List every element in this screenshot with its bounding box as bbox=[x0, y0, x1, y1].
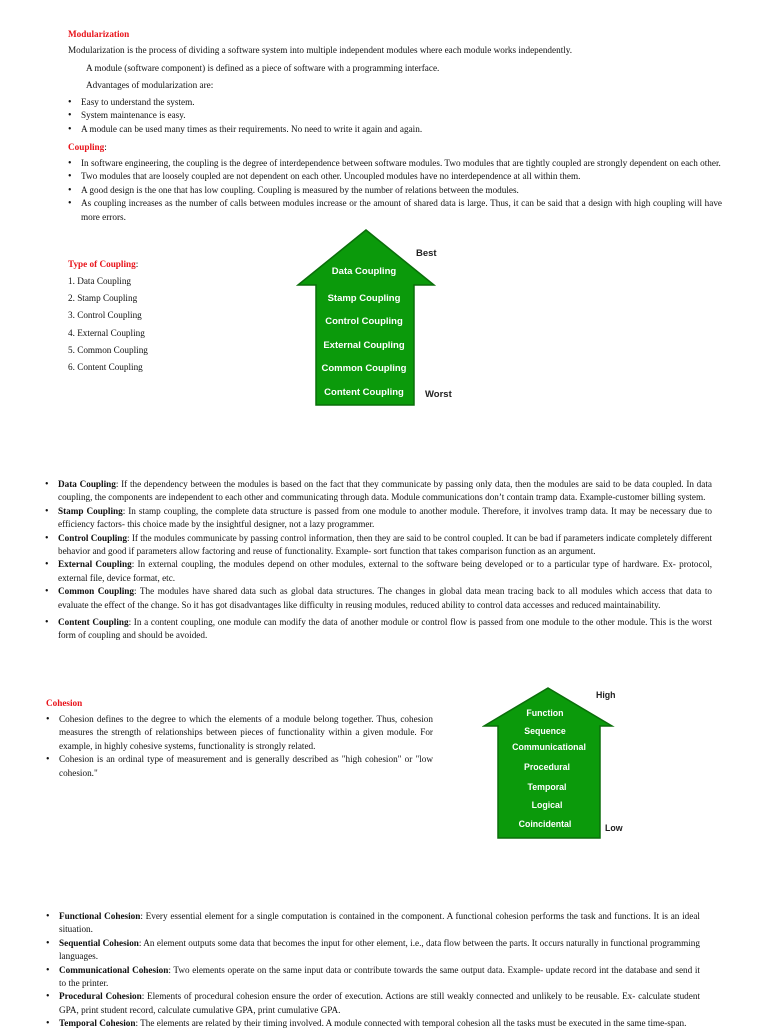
detail-text: : If the modules communicate by passing control information, then they are said to be control coupled. It can be bad if parameters indicate completely different behavior and good if parameters allow factoring and reuse of functionality. Example- sort function that takes comparison function as an argument. bbox=[58, 532, 712, 557]
detail-text: : The elements are related by their timing involved. A module connected with temporal cohesion all the tasks must be executed in the same time-span. bbox=[135, 1018, 687, 1029]
list-item: 5. Common Coupling bbox=[68, 344, 148, 355]
coupling-heading-text: Coupling bbox=[68, 142, 105, 152]
detail-text: : If the dependency between the modules is based on the fact that they communicate by passing only data, then the modules are said to be data coupled. In data coupling, the components are independent to each other and communicating through data. Module communications don’t contain tramp data. Example-customer billing system. bbox=[58, 479, 712, 503]
coupling-heading-colon: : bbox=[104, 142, 107, 152]
detail-term: External Coupling bbox=[58, 559, 132, 570]
detail-term: Control Coupling bbox=[58, 532, 128, 543]
list-item bbox=[44, 616, 712, 643]
list-item bbox=[44, 558, 712, 585]
coupling-arrow-diagram bbox=[296, 228, 462, 408]
type-of-coupling-heading bbox=[68, 258, 138, 271]
list-item: • As coupling increases as the number of calls between modules increase or the amount of shared data is large. Thus, it can be said that a design with high coupling will have more errors. bbox=[67, 197, 722, 224]
list-item: 3. Control Coupling bbox=[68, 310, 142, 321]
list-item bbox=[45, 910, 700, 937]
detail-text: : In stamp coupling, the complete data structure is passed from one module to another module. Therefore, it involves tramp data. It may be necessary due to efficiency factors- this choice made by the insightful designer, not a lazy programmer. bbox=[58, 505, 712, 530]
cohesion-bullets bbox=[45, 713, 433, 780]
detail-term: Communicational Cohesion bbox=[59, 964, 169, 975]
detail-term: Procedural Cohesion bbox=[59, 991, 142, 1002]
list-item: • Two modules that are loosely coupled are not dependent on each other. Uncoupled modules have no interdependence at all within them. bbox=[67, 170, 722, 183]
coupling-level-content: Content Coupling bbox=[324, 387, 404, 398]
list-item: • A good design is the one that has low coupling. Coupling is measured by the number of relations between the modules. bbox=[67, 184, 722, 197]
cohesion-level-coincidental: Coincidental bbox=[518, 819, 572, 829]
advantages-intro: Advantages of modularization are: bbox=[86, 80, 214, 90]
cohesion-level-temporal: Temporal bbox=[527, 782, 567, 792]
coupling-level-stamp: Stamp Coupling bbox=[327, 293, 401, 304]
coupling-bullets bbox=[67, 157, 722, 224]
detail-text: : In a content coupling, one module can modify the data of another module or control flow is passed from one module to the other module. This is the worst form of coupling and should be avoided. bbox=[58, 617, 712, 641]
cohesion-heading: Cohesion bbox=[46, 698, 83, 708]
modularization-definition: Modularization is the process of dividing a software system into multiple independent modules where each module works independently. bbox=[68, 45, 573, 55]
type-of-coupling-heading-text: Type of Coupling bbox=[68, 259, 136, 269]
list-item bbox=[45, 964, 700, 991]
cohesion-level-function: Function bbox=[526, 708, 564, 718]
list-item bbox=[44, 505, 712, 532]
list-item: • Easy to understand the system. bbox=[67, 96, 722, 109]
list-item: 2. Stamp Coupling bbox=[68, 293, 138, 304]
coupling-level-external: External Coupling bbox=[323, 340, 405, 351]
list-item bbox=[44, 585, 712, 612]
coupling-details-list bbox=[44, 478, 712, 643]
detail-term: Sequential Cohesion bbox=[59, 937, 139, 948]
detail-term: Stamp Coupling bbox=[58, 505, 123, 516]
module-definition: A module (software component) is defined as a piece of software with a programming interface. bbox=[86, 63, 440, 73]
coupling-worst-label: Worst bbox=[425, 389, 452, 400]
detail-term: Data Coupling bbox=[58, 479, 116, 489]
list-item: • Cohesion is an ordinal type of measurement and is generally described as "high cohesion" or "low cohesion." bbox=[45, 753, 433, 780]
detail-term: Functional Cohesion bbox=[59, 911, 141, 921]
advantages-list bbox=[67, 96, 722, 136]
list-item: 1. Data Coupling bbox=[68, 276, 132, 286]
cohesion-level-communicational: Communicational bbox=[512, 742, 586, 752]
type-of-coupling-colon: : bbox=[135, 259, 139, 269]
list-item bbox=[45, 937, 700, 964]
detail-term: Temporal Cohesion bbox=[59, 1018, 136, 1029]
cohesion-arrow-diagram bbox=[482, 686, 632, 842]
list-item: • Cohesion defines to the degree to which the elements of a module belong together. Thus, cohesion measures the strength of relationships between pieces of functionality within a given module. For example, in highly cohesive systems, functionality is strongly related. bbox=[45, 713, 433, 753]
cohesion-level-procedural: Procedural bbox=[524, 762, 570, 772]
coupling-best-label: Best bbox=[416, 248, 437, 259]
list-item: • A module can be used many times as their requirements. No need to write it again and again. bbox=[67, 123, 722, 136]
cohesion-low-label: Low bbox=[605, 823, 623, 833]
detail-text: : An element outputs some data that becomes the input for other element, i.e., data flow between the parts. It occurs naturally in functional programming languages. bbox=[59, 937, 700, 962]
list-item: • In software engineering, the coupling is the degree of interdependence between software modules. Two modules that are tightly coupled are strongly dependent on each other. bbox=[67, 157, 722, 170]
list-item bbox=[44, 478, 712, 505]
modularization-heading: Modularization bbox=[68, 29, 130, 39]
coupling-heading bbox=[68, 141, 107, 154]
cohesion-level-logical: Logical bbox=[531, 800, 563, 810]
coupling-level-common: Common Coupling bbox=[321, 363, 407, 374]
list-item: 4. External Coupling bbox=[68, 327, 145, 338]
detail-text: : In external coupling, the modules depend on other modules, external to the software being developed or to a particular type of hardware. Ex- protocol, external file, device format, etc. bbox=[58, 559, 713, 583]
coupling-level-control: Control Coupling bbox=[325, 316, 403, 327]
detail-text: : Every essential element for a single computation is contained in the component. A functional cohesion performs the task and functions. It is an ideal situation. bbox=[59, 911, 700, 935]
detail-text: : Elements of procedural cohesion ensure the order of execution. Actions are still weakly connected and unlikely to be reusable. Ex- calculate student GPA, print student record, calculate cumulative GPA, print cumulative GPA. bbox=[59, 991, 700, 1015]
coupling-level-data: Data Coupling bbox=[331, 266, 397, 277]
detail-text: : The modules have shared data such as global data structures. The changes in global data mean tracing back to all modules which access that data to evaluate the effect of the change. So it has got disadvantages like difficulty in reusing modules, reduced ability to control data accesses and reduced maintainability. bbox=[58, 586, 712, 610]
list-item: 6. Content Coupling bbox=[68, 361, 143, 372]
cohesion-level-sequence: Sequence bbox=[524, 726, 566, 736]
detail-text: : Two elements operate on the same input data or contribute towards the same output data. Example- update record int the database and send it to the printer. bbox=[59, 964, 700, 989]
cohesion-details-list bbox=[45, 910, 700, 1031]
coupling-types-list bbox=[68, 273, 148, 376]
list-item bbox=[45, 990, 700, 1017]
cohesion-high-label: High bbox=[596, 690, 616, 700]
list-item: • System maintenance is easy. bbox=[67, 109, 722, 122]
detail-term: Content Coupling bbox=[58, 617, 129, 628]
detail-term: Common Coupling bbox=[58, 586, 135, 597]
list-item bbox=[44, 532, 712, 559]
